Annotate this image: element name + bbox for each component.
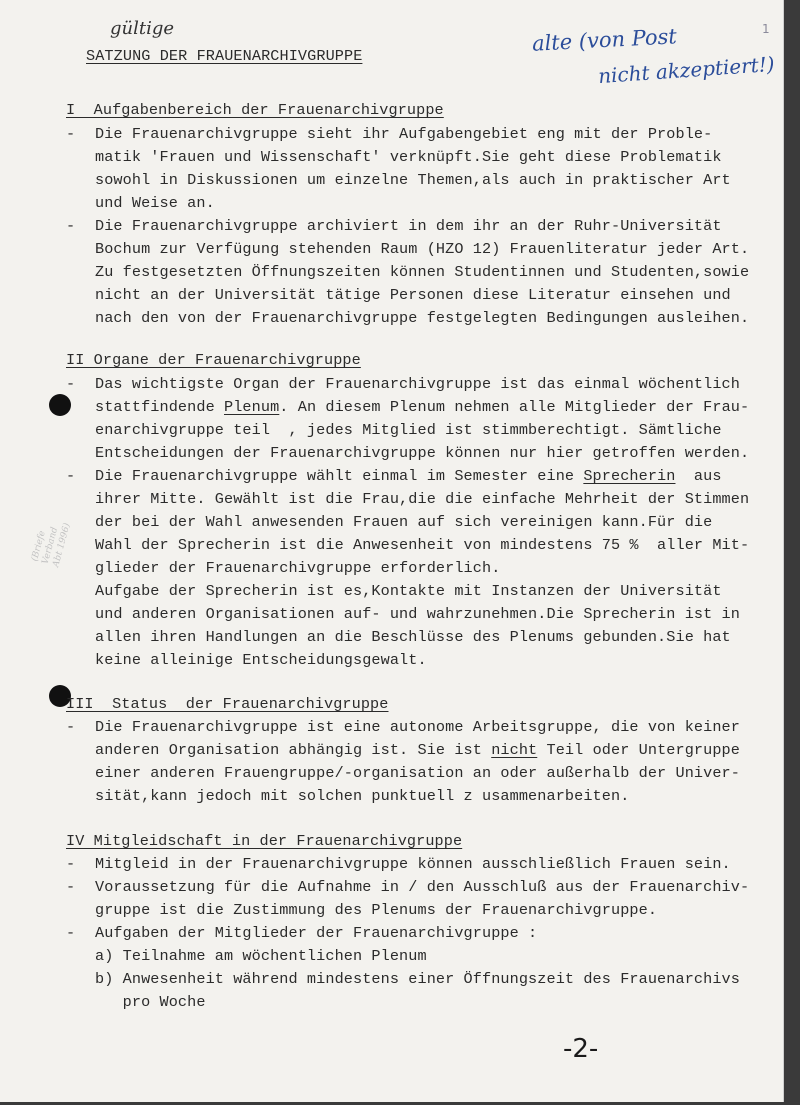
text-line: Voraussetzung für die Aufnahme in / den Ausschluß aus der Frauenarchiv- — [95, 878, 750, 896]
corner-mark: 1 — [762, 22, 770, 36]
text-line: gruppe ist die Zustimmung des Plenums der Frauenarchivgruppe. — [95, 901, 658, 919]
margin-faint-note: (Briefe Verband Abt 1996) — [30, 522, 73, 569]
text-line: nicht an der Universität tätige Personen diese Literatur einsehen und — [95, 286, 731, 304]
text-segment: anderen Organisation abhängig ist. Sie ist — [95, 741, 492, 759]
handwritten-note-line1: alte (von Post — [531, 24, 678, 56]
text-line: nach den von der Frauenarchivgruppe festgelegten Bedingungen ausleihen. — [95, 309, 750, 327]
bullet: - — [66, 375, 76, 393]
text-line: Mitgleid in der Frauenarchivgruppe können ausschließlich Frauen sein. — [95, 855, 731, 873]
text-segment: aus — [675, 467, 722, 485]
text-line — [95, 466, 722, 487]
text-segment: Teil oder Untergruppe — [537, 741, 740, 759]
section-4-heading: IV Mitgleidschaft in der Frauenarchivgruppe — [66, 832, 463, 850]
handwritten-note-line2: nicht akzeptiert!) — [597, 51, 776, 89]
text-line — [95, 740, 740, 761]
text-line: allen ihren Handlungen an die Beschlüsse des Plenums gebunden.Sie hat — [95, 628, 731, 646]
text-line: und Weise an. — [95, 194, 215, 212]
handwritten-above-title: gültige — [110, 18, 175, 39]
text-line: sowohl in Diskussionen um einzelne Themen,als auch in praktischer Art — [95, 171, 731, 189]
text-line: sität,kann jedoch mit solchen punktuell z usammenarbeiten. — [95, 787, 630, 805]
text-segment: . An diesem Plenum nehmen alle Mitglieder der Frau- — [279, 398, 750, 416]
bullet: - — [66, 217, 76, 235]
text-line: Bochum zur Verfügung stehenden Raum (HZO 12) Frauenliteratur jeder Art. — [95, 240, 750, 258]
text-line: Aufgabe der Sprecherin ist es,Kontakte mit Instanzen der Universität — [95, 582, 722, 600]
text-line: Die Frauenarchivgruppe archiviert in dem ihr an der Ruhr-Universität — [95, 217, 722, 235]
underlined-plenum: Plenum — [224, 398, 280, 416]
page-number: -2- — [563, 1034, 599, 1064]
text-line: Aufgaben der Mitglieder der Frauenarchivgruppe : — [95, 924, 538, 942]
bullet: - — [66, 718, 76, 736]
text-line: der bei der Wahl anwesenden Frauen auf sich vereinigen kann.Für die — [95, 513, 713, 531]
punch-hole-top — [49, 394, 71, 416]
underlined-nicht: nicht — [491, 741, 538, 759]
document-title: SATZUNG DER FRAUENARCHIVGRUPPE — [86, 47, 363, 65]
bullet: - — [66, 125, 76, 143]
list-item-b: b) Anwesenheit während mindestens einer Öffnungszeit des Frauenarchivs — [95, 970, 740, 988]
bullet: - — [66, 467, 76, 485]
text-line: ihrer Mitte. Gewählt ist die Frau,die die einfache Mehrheit der Stimmen — [95, 490, 750, 508]
text-line: Zu festgesetzten Öffnungszeiten können Studentinnen und Studenten,sowie — [95, 263, 750, 281]
list-item-b-cont: pro Woche — [95, 993, 206, 1011]
text-line: enarchivgruppe teil , jedes Mitglied ist stimmberechtigt. Sämtliche — [95, 421, 722, 439]
text-line: Die Frauenarchivgruppe ist eine autonome Arbeitsgruppe, die von keiner — [95, 718, 740, 736]
text-segment: stattfindende — [95, 398, 224, 416]
text-line: Das wichtigste Organ der Frauenarchivgruppe ist das einmal wöchentlich — [95, 375, 740, 393]
text-segment: Die Frauenarchivgruppe wählt einmal im Semester eine — [95, 467, 584, 485]
text-line: matik 'Frauen und Wissenschaft' verknüpft.Sie geht diese Problematik — [95, 148, 722, 166]
text-line: Entscheidungen der Frauenarchivgruppe können nur hier getroffen werden. — [95, 444, 750, 462]
bullet: - — [66, 878, 76, 896]
bullet: - — [66, 855, 76, 873]
bullet: - — [66, 924, 76, 942]
text-line: keine alleinige Entscheidungsgewalt. — [95, 651, 427, 669]
text-line — [95, 397, 749, 418]
text-line: glieder der Frauenarchivgruppe erforderlich. — [95, 559, 501, 577]
list-item-a: a) Teilnahme am wöchentlichen Plenum — [95, 947, 427, 965]
text-line: einer anderen Frauengruppe/-organisation an oder außerhalb der Univer- — [95, 764, 740, 782]
section-2-heading: II Organe der Frauenarchivgruppe — [66, 351, 361, 369]
text-line: und anderen Organisationen auf- und wahrzunehmen.Die Sprecherin ist in — [95, 605, 740, 623]
text-line: Wahl der Sprecherin ist die Anwesenheit von mindestens 75 % aller Mit- — [95, 536, 750, 554]
text-line: Die Frauenarchivgruppe sieht ihr Aufgabengebiet eng mit der Proble- — [95, 125, 713, 143]
underlined-sprecherin: Sprecherin — [583, 467, 676, 485]
section-3-heading: III Status der Frauenarchivgruppe — [66, 695, 389, 713]
section-1-heading: I Aufgabenbereich der Frauenarchivgruppe — [66, 101, 444, 119]
